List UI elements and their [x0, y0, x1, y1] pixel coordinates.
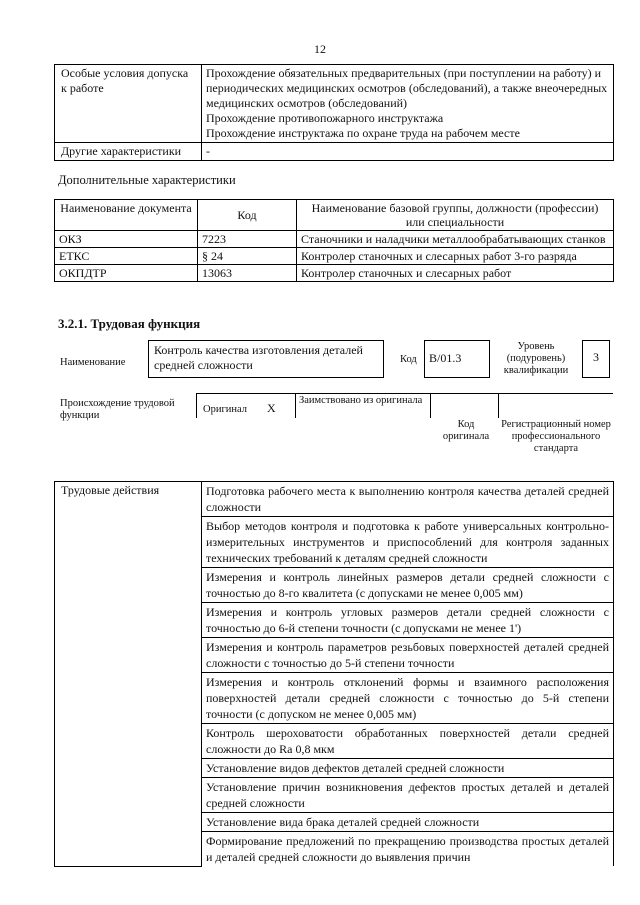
origin-label: Происхождение трудовой функции [60, 398, 175, 421]
other-characteristics-label: Другие характеристики [55, 143, 202, 161]
table-cell: ОКЗ [55, 231, 198, 248]
action-item: Измерения и контроль параметров резьбовых поверхностей деталей средней сложности с точностью до 5-й степени точности [202, 638, 614, 673]
origin-divider [498, 394, 499, 418]
action-item: Установление причин возникновения дефектов простых деталей и деталей средней сложности [202, 778, 614, 813]
table-cell: Станочники и наладчики металлообрабатывающих станков [297, 231, 614, 248]
table-cell: Контролер станочных и слесарных работ [297, 265, 614, 282]
additional-table [54, 199, 614, 282]
action-item: Установление видов дефектов деталей средней сложности [202, 759, 614, 778]
original-mark: X [267, 401, 276, 415]
level-label: Уровень (подуровень) квалификации [503, 341, 569, 376]
table-row [55, 248, 614, 265]
table-cell: 7223 [198, 231, 297, 248]
other-characteristics-value: - [202, 143, 614, 161]
origin-divider [295, 394, 296, 418]
page-number: 12 [314, 42, 326, 56]
column-header: Наименование базовой группы, должности (профессии) или специальности [297, 200, 614, 231]
name-label: Наименование [60, 357, 126, 368]
action-item: Установление вида брака деталей средней сложности [202, 813, 614, 832]
code-label: Код [400, 354, 417, 365]
action-item: Выбор методов контроля и подготовка к работе универсальных контрольно-измерительных инструментов и приспособлений для контроля заданных технических требований к деталям средней сложности [202, 517, 614, 568]
conditions-table [54, 64, 614, 161]
action-item: Измерения и контроль угловых размеров детали средней сложности с точностью до 6-й степени точности (с допусками не менее 1') [202, 603, 614, 638]
table-row [55, 482, 614, 517]
column-header: Наименование документа [55, 200, 198, 231]
additional-title: Дополнительные характеристики [58, 173, 236, 187]
table-cell: § 24 [198, 248, 297, 265]
table-row [55, 265, 614, 282]
reg-number-label: Регистрационный номер профессионального стандарта [501, 419, 611, 454]
code-original-label: Код оригинала [442, 419, 490, 442]
action-item: Контроль шероховатости обработанных поверхностей детали средней сложности до Ra 0,8 мкм [202, 724, 614, 759]
special-conditions-label: Особые условия допуска к работе [55, 65, 202, 143]
table-cell: Контролер станочных и слесарных работ 3-го разряда [297, 248, 614, 265]
table-cell: 13063 [198, 265, 297, 282]
table-row [55, 231, 614, 248]
table-row [55, 143, 614, 161]
special-conditions-value [202, 65, 614, 143]
column-header: Код [198, 200, 297, 231]
safety-briefing-text: Прохождение инструктажа по охране труда на рабочем месте [206, 126, 520, 140]
action-item: Измерения и контроль отклонений формы и взаимного расположения поверхностей детали средней сложности с точностью до 5-й степени точности (с допуском не менее 0,005 мм) [202, 673, 614, 724]
action-item: Формирование предложений по прекращению производства простых деталей и деталей средней сложности до выявления причин [202, 832, 614, 867]
actions-table [54, 481, 614, 867]
table-header-row [55, 200, 614, 231]
table-row [55, 65, 614, 143]
original-label: Оригинал [203, 404, 247, 415]
borrowed-label: Заимствовано из оригинала [299, 395, 423, 406]
medical-exam-text: Прохождение обязательных предварительных (при поступлении на работу) и периодических медицинских осмотров (обследований), а также внеочередных медицинских осмотров (обследований) [206, 66, 608, 110]
function-name-box: Контроль качества изготовления деталей средней сложности [148, 340, 384, 378]
origin-divider [430, 394, 431, 418]
origin-row [196, 393, 613, 418]
fire-briefing-text: Прохождение противопожарного инструктажа [206, 111, 444, 125]
action-item: Измерения и контроль линейных размеров детали средней сложности с точностью до 8-го квалитета (с допусками не менее 0,005 мм) [202, 568, 614, 603]
actions-label: Трудовые действия [55, 482, 202, 867]
table-cell: ОКПДТР [55, 265, 198, 282]
function-heading: 3.2.1. Трудовая функция [58, 316, 201, 331]
table-cell: ЕТКС [55, 248, 198, 265]
code-box: B/01.3 [424, 340, 490, 378]
level-box: 3 [582, 340, 610, 378]
action-item: Подготовка рабочего места к выполнению контроля качества деталей средней сложности [202, 482, 614, 517]
